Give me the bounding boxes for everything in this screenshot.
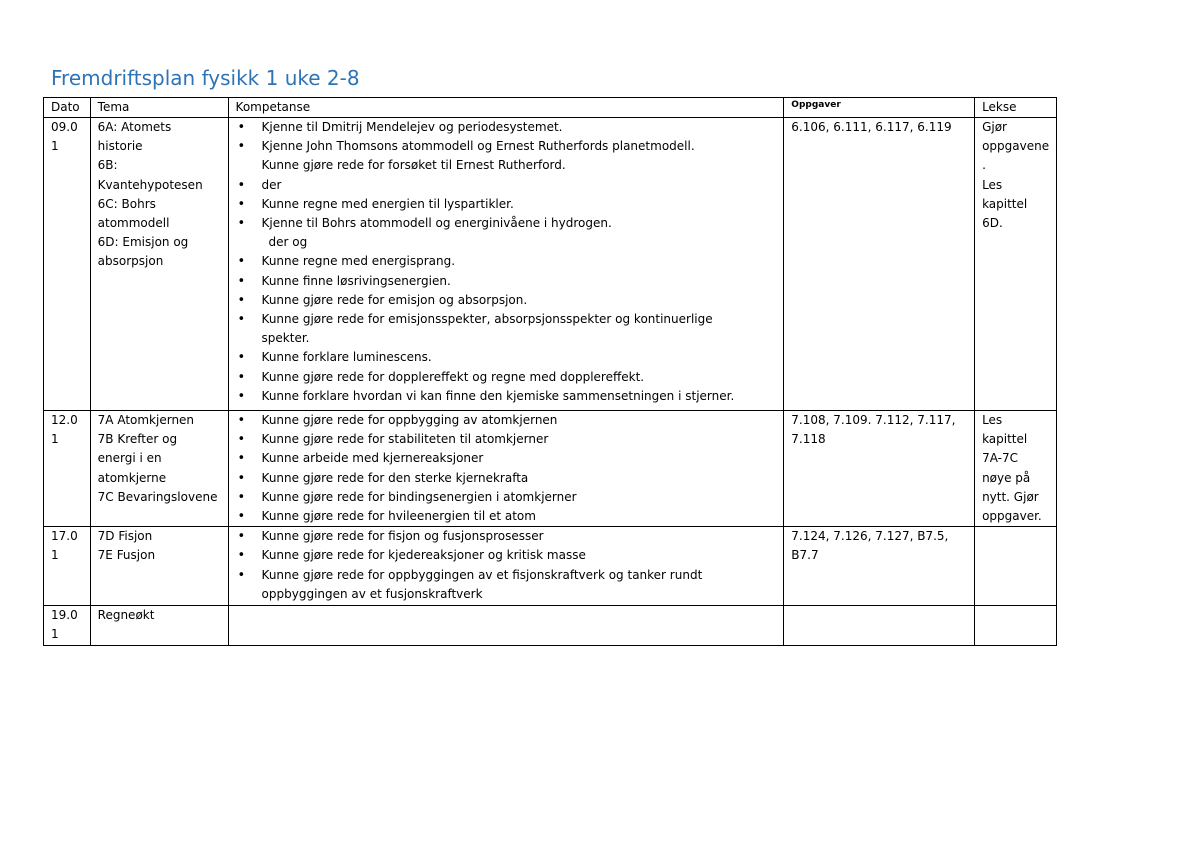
cell-tema-line: Regneøkt (97, 608, 155, 623)
cell-dato-line: 12.0 (51, 413, 78, 427)
table-row (44, 118, 1057, 411)
competence-item: • Kunne gjøre rede for kjedereaksjoner og kritisk masse (236, 546, 784, 565)
header-oppgaver: Oppgaver (784, 98, 975, 118)
competence-item: • Kunne gjøre rede for hvileenergien til et atom (236, 507, 784, 526)
table-row (44, 606, 1057, 645)
cell-tema-line: 6A: Atomets (97, 120, 172, 134)
cell-lekse-line: . (982, 158, 986, 173)
cell-tema-line: 6B: (97, 158, 118, 173)
competence-item: • Kunne gjøre rede for emisjonsspekter, absorpsjonsspekter og kontinuerlige (236, 310, 784, 329)
cell-lekse-line: Les (982, 177, 1003, 192)
cell-lekse-line: oppgavene (982, 139, 1050, 154)
cell-oppgaver-line: 6.106, 6.111, 6.117, 6.119 (791, 120, 952, 134)
cell-lekse-line: nytt. Gjør (982, 489, 1039, 504)
cell-lekse-line: Les (982, 413, 1003, 427)
cell-lekse (975, 118, 1057, 411)
cell-kompetanse (228, 118, 784, 411)
competence-item: • Kunne gjøre rede for den sterke kjernekrafta (236, 469, 784, 488)
cell-tema-line: 6D: Emisjon og (97, 235, 189, 250)
competence-item: • Kunne gjøre rede for bindingsenergien i atomkjerner (236, 488, 784, 507)
header-kompetanse: Kompetanse (228, 98, 784, 118)
cell-lekse (975, 411, 1057, 527)
competence-item: • Kunne forklare hvordan vi kan finne den kjemiske sammensetningen i stjerner. (236, 387, 784, 406)
cell-lekse-line: kapittel (982, 432, 1028, 447)
competence-item: • Kunne gjøre rede for stabiliteten til atomkjerner (236, 430, 784, 449)
cell-oppgaver (784, 411, 975, 527)
competence-item: • Kunne arbeide med kjernereaksjoner (236, 449, 784, 468)
cell-tema-line: atomkjerne (97, 470, 167, 485)
cell-kompetanse (228, 606, 784, 645)
progress-plan-table (43, 97, 1057, 646)
competence-item: • Kunne gjøre rede for fisjon og fusjonsprosesser (236, 527, 784, 546)
competence-item: • Kunne gjøre rede for oppbygging av atomkjernen (236, 411, 784, 430)
competence-item-continuation: oppbyggingen av et fusjonskraftverk (261, 586, 483, 601)
table-header-row (44, 98, 1057, 118)
table-row (44, 411, 1057, 527)
competence-item: • Kunne regne med energisprang. (236, 252, 784, 271)
cell-dato (44, 527, 91, 606)
cell-oppgaver-line: 7.124, 7.126, 7.127, B7.5, (791, 529, 949, 544)
cell-lekse-line: 6D. (982, 216, 1003, 231)
competence-item: • Kunne finne løsrivingsenergien. (236, 272, 784, 291)
cell-dato-line: 1 (51, 627, 59, 642)
cell-tema-line: 7E Fusjon (97, 548, 156, 563)
cell-dato-line: 17.0 (51, 529, 78, 544)
cell-lekse-line: 7A-7C (982, 451, 1018, 466)
cell-oppgaver (784, 527, 975, 606)
cell-dato-line: 1 (51, 139, 59, 154)
competence-item: • Kjenne til Bohrs atommodell og energinivåene i hydrogen. (236, 214, 784, 233)
document-title: Fremdriftsplan fysikk 1 uke 2-8 (51, 66, 360, 90)
cell-lekse-line: oppgaver. (982, 509, 1042, 524)
competence-item: • Kjenne til Dmitrij Mendelejev og periodesystemet. (236, 118, 784, 137)
cell-tema (90, 606, 228, 645)
cell-tema (90, 411, 228, 527)
competence-item: • Kunne forklare luminescens. (236, 348, 784, 367)
cell-kompetanse (228, 527, 784, 606)
cell-oppgaver (784, 606, 975, 645)
competence-item-continuation: spekter. (261, 331, 310, 346)
cell-tema-line: absorpsjon (97, 254, 164, 269)
cell-tema-line: energi i en (97, 451, 162, 466)
cell-kompetanse (228, 411, 784, 527)
competence-item: • der (236, 176, 784, 195)
competence-list (236, 527, 784, 604)
cell-tema (90, 118, 228, 411)
table-row (44, 527, 1057, 606)
competence-item: • Kunne gjøre rede for dopplereffekt og regne med dopplereffekt. (236, 368, 784, 387)
cell-lekse-line: nøye på (982, 470, 1031, 485)
competence-item-continuation: Kunne gjøre rede for forsøket til Ernest Rutherford. (261, 158, 566, 173)
cell-dato (44, 606, 91, 645)
competence-item: • Kunne regne med energien til lyspartikler. (236, 195, 784, 214)
competence-item: • Kjenne John Thomsons atommodell og Ernest Rutherfords planetmodell. (236, 137, 784, 156)
cell-oppgaver-line: B7.7 (791, 548, 819, 563)
cell-tema-line: 7A Atomkjernen (97, 413, 195, 427)
cell-dato-line: 09.0 (51, 120, 78, 134)
cell-lekse (975, 606, 1057, 645)
cell-dato-line: 19.0 (51, 608, 78, 623)
cell-dato (44, 118, 91, 411)
cell-oppgaver (784, 118, 975, 411)
cell-tema-line: 7C Bevaringslovene (97, 489, 218, 504)
cell-lekse-line: Gjør (982, 120, 1007, 134)
competence-list (236, 118, 784, 406)
cell-dato-line: 1 (51, 432, 59, 447)
cell-tema (90, 527, 228, 606)
cell-tema-line: 7B Krefter og (97, 432, 178, 447)
cell-tema-line: historie (97, 139, 143, 154)
competence-item: • Kunne gjøre rede for emisjon og absorpsjon. (236, 291, 784, 310)
header-lekse: Lekse (975, 98, 1057, 118)
cell-tema-line: 7D Fisjon (97, 529, 153, 544)
competence-item-continuation: der og (268, 235, 308, 250)
cell-lekse-line: kapittel (982, 196, 1028, 211)
header-tema: Tema (90, 98, 228, 118)
competence-item: • Kunne gjøre rede for oppbyggingen av et fisjonskraftverk og tanker rundt (236, 566, 784, 585)
cell-tema-line: Kvantehypotesen (97, 177, 203, 192)
competence-list (236, 411, 784, 526)
cell-tema-line: 6C: Bohrs (97, 196, 156, 211)
cell-oppgaver-line: 7.108, 7.109. 7.112, 7.117, (791, 413, 956, 427)
header-dato: Dato (44, 98, 91, 118)
cell-dato-line: 1 (51, 548, 59, 563)
cell-dato (44, 411, 91, 527)
cell-tema-line: atommodell (97, 216, 170, 231)
cell-lekse (975, 527, 1057, 606)
cell-oppgaver-line: 7.118 (791, 432, 826, 447)
